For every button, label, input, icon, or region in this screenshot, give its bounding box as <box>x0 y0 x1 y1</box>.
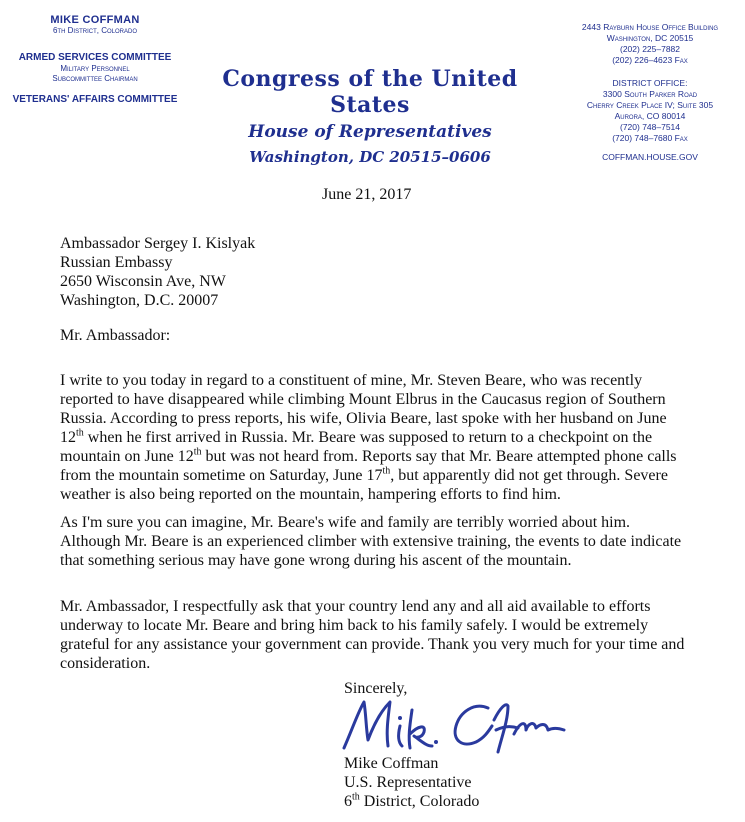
recipient-line: Russian Embassy <box>60 254 173 271</box>
ordinal-suffix: th <box>352 791 360 803</box>
letterhead-left <box>0 14 190 106</box>
committee-armed-services: ARMED SERVICES COMMITTEE <box>18 52 172 63</box>
text-run: I write to you today in regard to a constituent of mine, Mr. Steven Beare, who was recently reported to have disappeared while climbing Mount Elbrus in the Caucasus region of Southern Russia. According to press reports, his wife, Olivia Beare, last spoke with her husband on June 12 <box>60 372 667 446</box>
district-city: Aurora, CO 80014 <box>614 111 686 121</box>
district-office-label: DISTRICT OFFICE: <box>612 78 688 88</box>
dc-phone: (202) 225–7882 <box>619 44 681 54</box>
signer-block <box>344 754 479 811</box>
letterhead-title: Congress of the United States <box>222 66 518 118</box>
subcommittee-line2: Subcommittee Chairman <box>52 74 138 83</box>
recipient-line: Washington, D.C. 20007 <box>60 292 219 309</box>
district-text: District, Colorado <box>359 793 480 810</box>
ordinal-suffix: th <box>382 465 391 477</box>
text-run: , but apparently did not get through. Severe weather is also being reported on the mountain, hampering efforts to find him. <box>60 467 668 503</box>
closing: Sincerely, <box>344 680 408 697</box>
website-link[interactable]: COFFMAN.HOUSE.GOV <box>602 152 698 162</box>
district-phone: (720) 748–7514 <box>619 122 681 132</box>
letterhead-city: Washington, DC 20515–0606 <box>249 148 491 166</box>
paragraph-1 <box>60 371 690 504</box>
signature-image <box>338 690 568 762</box>
committee-veterans: VETERANS' AFFAIRS COMMITTEE <box>12 94 178 105</box>
signer-title: U.S. Representative <box>344 774 472 791</box>
salutation: Mr. Ambassador: <box>60 327 171 344</box>
paragraph-2 <box>60 513 690 570</box>
letterhead-chamber: House of Representatives <box>248 122 492 142</box>
paragraph-3 <box>60 597 690 673</box>
dc-office: 2443 Rayburn House Office Building <box>581 22 719 32</box>
ordinal-suffix: th <box>193 446 202 458</box>
text-run: when he first arrived in Russia. Mr. Beare was supposed to return to a checkpoint on the mountain on June 12 <box>60 429 653 465</box>
recipient-address <box>60 234 690 310</box>
recipient-line: Ambassador Sergey I. Kislyak <box>60 235 256 252</box>
ordinal-suffix: th <box>76 427 84 439</box>
letterhead-right <box>555 22 745 163</box>
paragraph-text: Mr. Ambassador, I respectfully ask that your country lend any and all aid available to efforts underway to locate Mr. Beare and bring him back to his family safely. I would be extremely grateful for any assistance your government can provide. Thank you very much for your time and consideration. <box>60 598 685 672</box>
letterhead-center <box>180 66 560 166</box>
district-suite: Cherry Creek Place IV; Suite 305 <box>586 100 714 110</box>
district-street: 3300 South Parker Road <box>602 89 698 99</box>
paragraph-text: As I'm sure you can imagine, Mr. Beare's wife and family are terribly worried about him. Although Mr. Beare is an experienced climber with extensive training, the events to date indicate that something serious may have gone wrong during his ascent of the mountain. <box>60 514 682 569</box>
district-fax: (720) 748–7680 Fax <box>612 133 688 143</box>
member-district: 6th District, Colorado <box>52 26 137 35</box>
subcommittee-line1: Military Personnel <box>60 64 130 73</box>
recipient-line: 2650 Wisconsin Ave, NW <box>60 273 226 290</box>
text-run: but was not heard from. Reports say that Mr. Beare attempted phone calls from the mountain sometime on Saturday, June 17 <box>60 448 677 484</box>
member-name: MIKE COFFMAN <box>50 14 140 26</box>
signer-name: Mike Coffman <box>344 755 439 772</box>
signer-district <box>344 792 479 811</box>
district-number: 6 <box>344 793 352 810</box>
dc-city: Washington, DC 20515 <box>606 33 694 43</box>
dc-fax: (202) 226–4623 Fax <box>612 55 688 65</box>
letter-date: June 21, 2017 <box>322 186 412 203</box>
